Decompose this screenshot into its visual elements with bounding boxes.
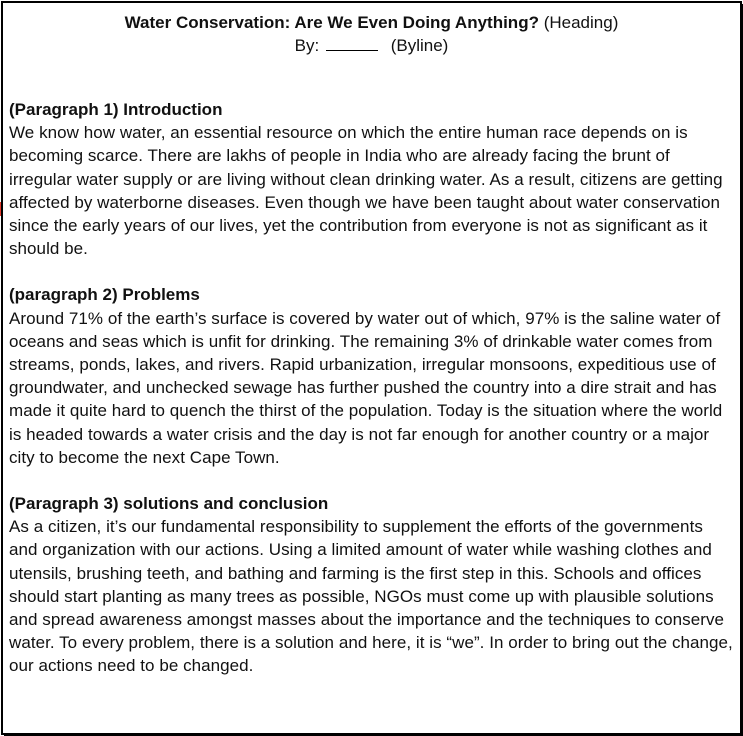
section-heading: (paragraph 2) Problems [9, 285, 200, 305]
section-heading: (Paragraph 3) solutions and conclusion [9, 494, 329, 514]
byline-note: (Byline) [390, 36, 449, 55]
section-problems [9, 283, 733, 469]
section-body: Around 71% of the earth’s surface is covered by water out of which, 97% is the saline water of oceans and seas which is unfit for drinking. The remaining 3% of drinkable water comes from streams, ponds, lakes, and rivers. Rapid urbanization, irregular monsoons, expeditious use of groundwater, and unchecked sewage has further pushed the country into a dire strait and has made it quite hard to quench the thirst of the population. Today is the situation where the world is headed towards a water crisis and the day is not far enough for another country or a major city to become the next Cape Town. [9, 308, 723, 467]
section-body: As a citizen, it’s our fundamental responsibility to supplement the efforts of the governments and organization with our actions. Using a limited amount of water while washing clothes and utensils, brushing teeth, and bathing and farming is the first step in this. Schools and offices should start planting as many trees as possible, NGOs must come up with plausible solutions and spread awareness amongst masses about the importance and the techniques to conserve water. To every problem, there is a solution and here, it is “we”. In order to bring out the change, our actions need to be changed. [9, 517, 733, 676]
byline-label: By: [294, 36, 320, 55]
heading-note: (Heading) [543, 13, 619, 32]
document-content [9, 98, 733, 701]
document-header [3, 11, 740, 57]
section-body: We know how water, an essential resource on which the entire human race depends on is becoming scarce. There are lakhs of people in India who are already facing the brunt of irregular water supply or are living without clean drinking water. As a result, citizens are getting affected by waterborne diseases. Even though we have been taught about water conservation since the early years of our lives, yet the contribution from everyone is not as significant as it should be. [9, 123, 723, 259]
heading-line [3, 11, 740, 34]
byline [3, 34, 740, 57]
section-introduction [9, 98, 733, 260]
section-heading: (Paragraph 1) Introduction [9, 100, 223, 119]
article-title: Water Conservation: Are We Even Doing Anything? [124, 13, 539, 32]
section-solutions [9, 492, 733, 678]
byline-blank [326, 36, 378, 51]
